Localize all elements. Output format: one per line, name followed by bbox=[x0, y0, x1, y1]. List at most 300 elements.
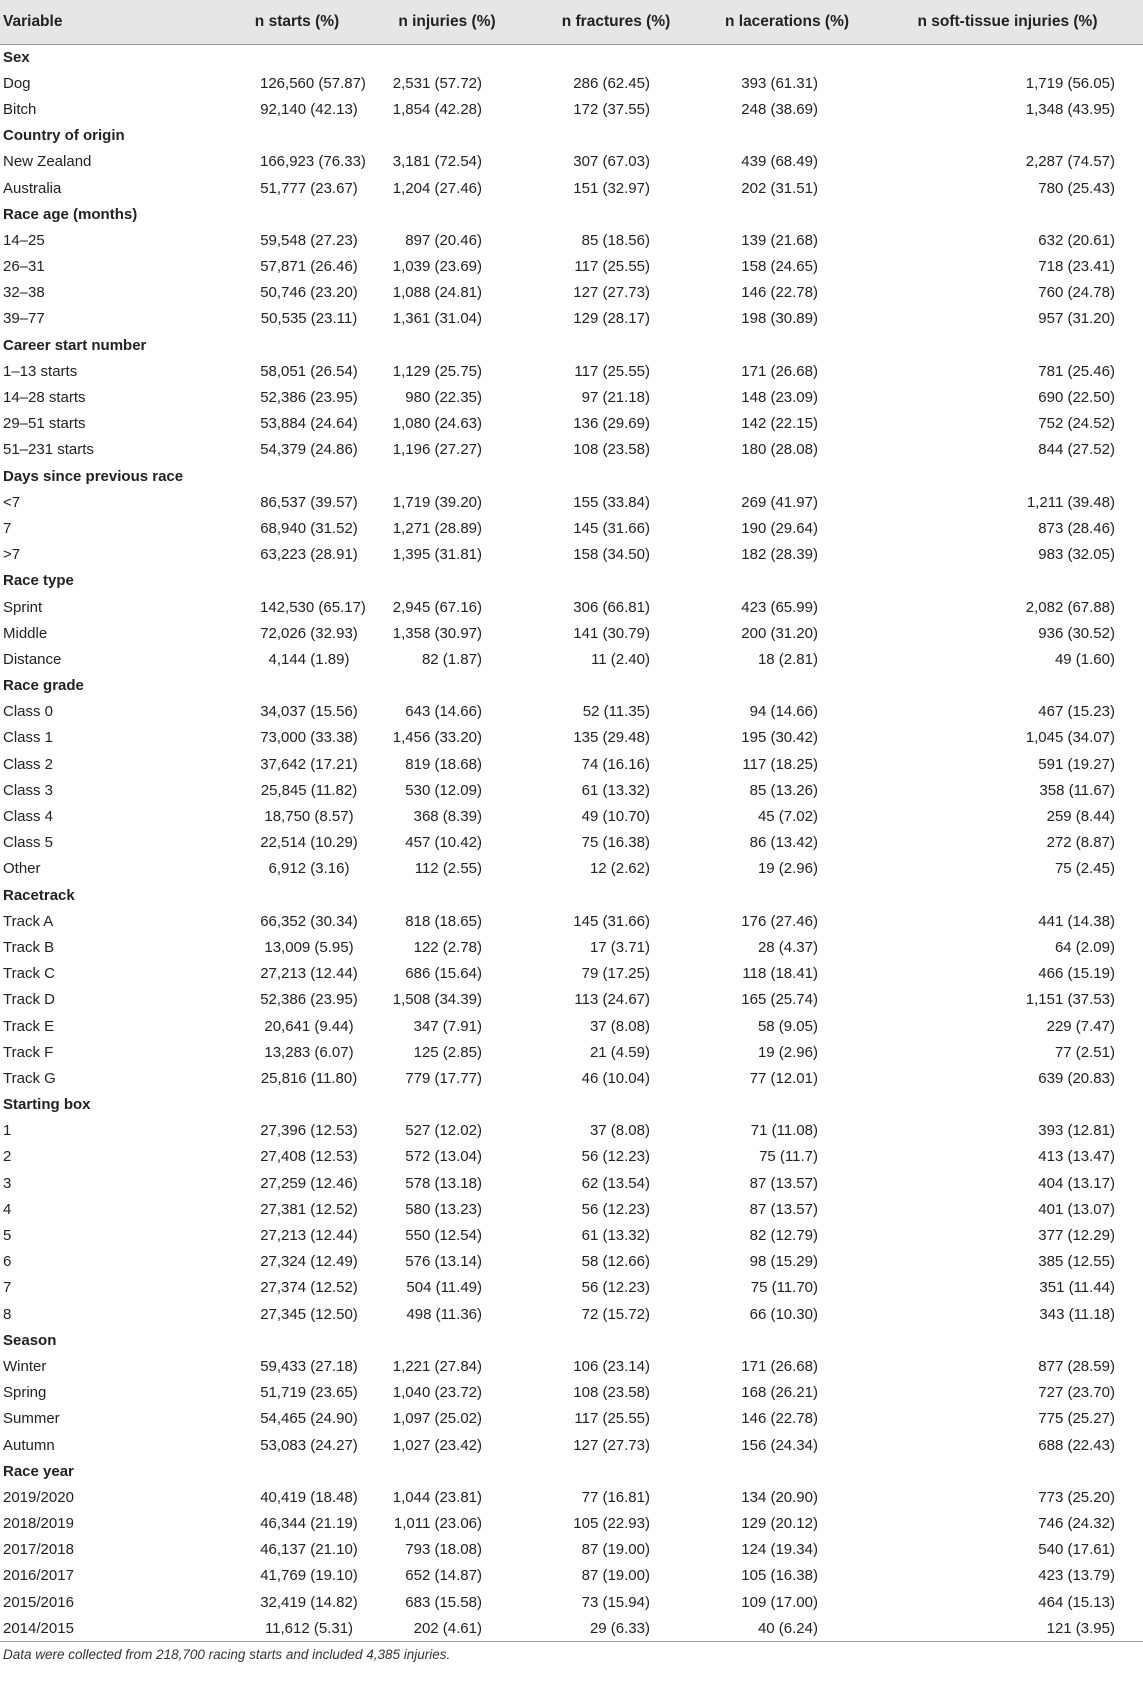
injuries-cell: 1,358 (30.97) bbox=[392, 624, 482, 642]
soft-tissue-cell: 983 (32.05) bbox=[1038, 546, 1115, 564]
lacerations-cell: 134 (20.90) bbox=[741, 1488, 818, 1506]
soft-tissue-cell: 2,082 (67.88) bbox=[1025, 598, 1115, 616]
lacerations-cell: 182 (28.39) bbox=[741, 546, 818, 564]
lacerations-cell: 98 (15.29) bbox=[749, 1253, 818, 1271]
injuries-cell: 572 (13.04) bbox=[405, 1148, 482, 1166]
starts-cell: 13,283 (6.07) bbox=[264, 1043, 354, 1061]
row-label: 14–28 starts bbox=[3, 389, 86, 407]
group-title: Country of origin bbox=[3, 127, 125, 145]
lacerations-cell: 190 (29.64) bbox=[741, 519, 818, 537]
starts-cell: 27,396 (12.53) bbox=[260, 1122, 358, 1140]
header-injuries: n injuries (%) bbox=[364, 0, 530, 44]
table-row bbox=[0, 987, 1143, 1013]
fractures-cell: 37 (8.08) bbox=[589, 1122, 650, 1140]
table-row bbox=[0, 699, 1143, 725]
lacerations-cell: 148 (23.09) bbox=[741, 389, 818, 407]
injuries-cell: 1,040 (23.72) bbox=[392, 1384, 482, 1402]
soft-tissue-cell: 746 (24.32) bbox=[1038, 1515, 1115, 1533]
table-row bbox=[0, 1249, 1143, 1275]
fractures-cell: 75 (16.38) bbox=[581, 834, 650, 852]
row-label: Dog bbox=[3, 74, 31, 92]
fractures-cell: 129 (28.17) bbox=[573, 310, 650, 328]
starts-cell: 57,871 (26.46) bbox=[260, 258, 358, 276]
injuries-cell: 498 (11.36) bbox=[406, 1305, 482, 1323]
starts-cell: 32,419 (14.82) bbox=[260, 1593, 358, 1611]
fractures-cell: 306 (66.81) bbox=[573, 598, 650, 616]
lacerations-cell: 28 (4.37) bbox=[757, 938, 818, 956]
lacerations-cell: 146 (22.78) bbox=[741, 1410, 818, 1428]
table-row bbox=[0, 1065, 1143, 1091]
injuries-cell: 580 (13.23) bbox=[405, 1200, 482, 1218]
fractures-cell: 79 (17.25) bbox=[581, 965, 650, 983]
starts-cell: 53,083 (24.27) bbox=[260, 1436, 358, 1454]
soft-tissue-cell: 780 (25.43) bbox=[1038, 179, 1115, 197]
starts-cell: 59,548 (27.23) bbox=[260, 231, 358, 249]
group-header-row bbox=[0, 1458, 1143, 1484]
soft-tissue-cell: 441 (14.38) bbox=[1038, 912, 1115, 930]
group-header-row bbox=[0, 44, 1143, 70]
lacerations-cell: 82 (12.79) bbox=[749, 1227, 818, 1245]
injuries-cell: 1,508 (34.39) bbox=[392, 991, 482, 1009]
fractures-cell: 17 (3.71) bbox=[589, 938, 650, 956]
row-label: Other bbox=[3, 860, 41, 878]
soft-tissue-cell: 272 (8.87) bbox=[1046, 834, 1115, 852]
table-footnote: Data were collected from 218,700 racing starts and included 4,385 injuries. bbox=[3, 1646, 451, 1662]
lacerations-cell: 198 (30.89) bbox=[741, 310, 818, 328]
fractures-cell: 97 (21.18) bbox=[581, 389, 650, 407]
row-label: 6 bbox=[3, 1253, 12, 1271]
starts-cell: 6,912 (3.16) bbox=[268, 860, 350, 878]
starts-cell: 27,259 (12.46) bbox=[260, 1174, 358, 1192]
table-row bbox=[0, 70, 1143, 96]
starts-cell: 27,213 (12.44) bbox=[260, 1227, 358, 1245]
fractures-cell: 106 (23.14) bbox=[573, 1357, 650, 1375]
row-label: 14–25 bbox=[3, 231, 45, 249]
soft-tissue-cell: 377 (12.29) bbox=[1038, 1227, 1115, 1245]
fractures-cell: 87 (19.00) bbox=[581, 1541, 650, 1559]
soft-tissue-cell: 1,348 (43.95) bbox=[1025, 100, 1115, 118]
injuries-cell: 1,044 (23.81) bbox=[392, 1488, 482, 1506]
group-header-row bbox=[0, 882, 1143, 908]
starts-cell: 46,344 (21.19) bbox=[260, 1515, 358, 1533]
soft-tissue-cell: 49 (1.60) bbox=[1054, 650, 1115, 668]
lacerations-cell: 19 (2.96) bbox=[757, 860, 818, 878]
lacerations-cell: 117 (18.25) bbox=[742, 755, 818, 773]
fractures-cell: 56 (12.23) bbox=[581, 1200, 650, 1218]
injuries-cell: 550 (12.54) bbox=[405, 1227, 482, 1245]
row-label: 39–77 bbox=[3, 310, 45, 328]
fractures-cell: 145 (31.66) bbox=[573, 912, 650, 930]
injuries-cell: 527 (12.02) bbox=[405, 1122, 482, 1140]
injuries-cell: 1,221 (27.84) bbox=[392, 1357, 482, 1375]
row-label: Winter bbox=[3, 1357, 47, 1375]
row-label: Distance bbox=[3, 650, 62, 668]
fractures-cell: 108 (23.58) bbox=[573, 441, 650, 459]
starts-cell: 50,535 (23.11) bbox=[260, 310, 358, 328]
fractures-cell: 72 (15.72) bbox=[581, 1305, 650, 1323]
row-label: Spring bbox=[3, 1384, 47, 1402]
table-row bbox=[0, 725, 1143, 751]
row-label: Class 2 bbox=[3, 755, 54, 773]
row-label: Australia bbox=[3, 179, 62, 197]
row-label: 2018/2019 bbox=[3, 1515, 74, 1533]
injuries-cell: 578 (13.18) bbox=[405, 1174, 482, 1192]
table-body bbox=[0, 44, 1143, 1641]
injuries-cell: 1,395 (31.81) bbox=[392, 546, 482, 564]
fractures-cell: 286 (62.45) bbox=[573, 74, 650, 92]
lacerations-cell: 75 (11.7) bbox=[759, 1148, 818, 1166]
injuries-cell: 819 (18.68) bbox=[405, 755, 482, 773]
starts-cell: 27,213 (12.44) bbox=[260, 965, 358, 983]
fractures-cell: 62 (13.54) bbox=[581, 1174, 650, 1192]
injuries-cell: 2,945 (67.16) bbox=[392, 598, 482, 616]
row-label: <7 bbox=[3, 493, 21, 511]
fractures-cell: 127 (27.73) bbox=[573, 1436, 650, 1454]
fractures-cell: 56 (12.23) bbox=[581, 1279, 650, 1297]
row-label: Summer bbox=[3, 1410, 60, 1428]
soft-tissue-cell: 64 (2.09) bbox=[1054, 938, 1115, 956]
soft-tissue-cell: 1,211 (39.48) bbox=[1026, 493, 1115, 511]
soft-tissue-cell: 727 (23.70) bbox=[1038, 1384, 1115, 1402]
soft-tissue-cell: 121 (3.95) bbox=[872, 1615, 1143, 1641]
row-label: 7 bbox=[3, 1279, 12, 1297]
injuries-cell: 980 (22.35) bbox=[405, 389, 482, 407]
soft-tissue-cell: 877 (28.59) bbox=[1038, 1357, 1115, 1375]
row-label: 4 bbox=[3, 1200, 12, 1218]
lacerations-cell: 202 (31.51) bbox=[741, 179, 818, 197]
row-label: 1 bbox=[3, 1122, 12, 1140]
group-header-row bbox=[0, 1092, 1143, 1118]
fractures-cell: 52 (11.35) bbox=[582, 703, 650, 721]
soft-tissue-cell: 1,151 (37.53) bbox=[1025, 991, 1115, 1009]
fractures-cell: 29 (6.33) bbox=[530, 1615, 702, 1641]
group-title: Career start number bbox=[3, 336, 147, 354]
lacerations-cell: 77 (12.01) bbox=[749, 1069, 818, 1087]
fractures-cell: 11 (2.40) bbox=[591, 650, 650, 668]
starts-cell: 46,137 (21.10) bbox=[260, 1541, 358, 1559]
row-label: 2015/2016 bbox=[3, 1593, 74, 1611]
fractures-cell: 117 (25.55) bbox=[574, 1410, 650, 1428]
soft-tissue-cell: 690 (22.50) bbox=[1038, 389, 1115, 407]
table-row bbox=[0, 1144, 1143, 1170]
injuries-cell: 125 (2.85) bbox=[413, 1043, 482, 1061]
starts-cell: 58,051 (26.54) bbox=[260, 362, 358, 380]
table-row bbox=[0, 411, 1143, 437]
row-label: 2014/2015 bbox=[0, 1615, 230, 1641]
injuries-cell: 2,531 (57.72) bbox=[392, 74, 482, 92]
injuries-cell: 82 (1.87) bbox=[421, 650, 482, 668]
soft-tissue-cell: 77 (2.51) bbox=[1054, 1043, 1115, 1061]
injuries-cell: 1,854 (42.28) bbox=[392, 100, 482, 118]
lacerations-cell: 129 (20.12) bbox=[741, 1515, 818, 1533]
starts-cell: 25,816 (11.80) bbox=[260, 1069, 358, 1087]
row-label: Track D bbox=[3, 991, 55, 1009]
table-row bbox=[0, 227, 1143, 253]
injuries-cell: 683 (15.58) bbox=[405, 1593, 482, 1611]
soft-tissue-cell: 639 (20.83) bbox=[1038, 1069, 1115, 1087]
fractures-cell: 127 (27.73) bbox=[573, 284, 650, 302]
table-row bbox=[0, 620, 1143, 646]
starts-cell: 4,144 (1.89) bbox=[268, 650, 350, 668]
injuries-cell: 1,011 (23.06) bbox=[393, 1515, 482, 1533]
row-label: 2019/2020 bbox=[3, 1488, 74, 1506]
table-row bbox=[0, 1484, 1143, 1510]
fractures-cell: 87 (19.00) bbox=[581, 1567, 650, 1585]
soft-tissue-cell: 688 (22.43) bbox=[1038, 1436, 1115, 1454]
table-row bbox=[0, 358, 1143, 384]
fractures-cell: 158 (34.50) bbox=[573, 546, 650, 564]
table-row bbox=[0, 1432, 1143, 1458]
group-title: Season bbox=[3, 1331, 57, 1349]
lacerations-cell: 171 (26.68) bbox=[741, 1357, 818, 1375]
injuries-cell: 1,456 (33.20) bbox=[392, 729, 482, 747]
starts-cell: 27,374 (12.52) bbox=[260, 1279, 358, 1297]
table-row bbox=[0, 908, 1143, 934]
starts-cell: 166,923 (76.33) bbox=[260, 153, 366, 171]
table-row bbox=[0, 1013, 1143, 1039]
starts-cell: 13,009 (5.95) bbox=[264, 938, 354, 956]
soft-tissue-cell: 343 (11.18) bbox=[1039, 1305, 1115, 1323]
injuries-cell: 1,129 (25.75) bbox=[392, 362, 482, 380]
fractures-cell: 151 (32.97) bbox=[573, 179, 650, 197]
soft-tissue-cell: 936 (30.52) bbox=[1038, 624, 1115, 642]
starts-cell: 27,345 (12.50) bbox=[260, 1305, 358, 1323]
group-header-row bbox=[0, 1327, 1143, 1353]
table-row bbox=[0, 1589, 1143, 1615]
starts-cell: 51,719 (23.65) bbox=[260, 1384, 358, 1402]
row-label: Middle bbox=[3, 624, 48, 642]
starts-cell: 18,750 (8.57) bbox=[264, 808, 354, 826]
lacerations-cell: 176 (27.46) bbox=[741, 912, 818, 930]
starts-cell: 20,641 (9.44) bbox=[264, 1017, 354, 1035]
soft-tissue-cell: 385 (12.55) bbox=[1038, 1253, 1115, 1271]
lacerations-cell: 40 (6.24) bbox=[702, 1615, 872, 1641]
lacerations-cell: 248 (38.69) bbox=[741, 100, 818, 118]
starts-cell: 11,612 (5.31) bbox=[230, 1615, 364, 1641]
soft-tissue-cell: 358 (11.67) bbox=[1039, 781, 1115, 799]
table-row bbox=[0, 934, 1143, 960]
lacerations-cell: 66 (10.30) bbox=[749, 1305, 818, 1323]
header-row bbox=[0, 0, 1143, 44]
injuries-cell: 1,196 (27.27) bbox=[392, 441, 482, 459]
soft-tissue-cell: 540 (17.61) bbox=[1038, 1541, 1115, 1559]
injuries-cell: 1,088 (24.81) bbox=[392, 284, 482, 302]
header-variable: Variable bbox=[0, 0, 230, 44]
group-header-row bbox=[0, 673, 1143, 699]
group-title: Racetrack bbox=[3, 886, 75, 904]
starts-cell: 54,379 (24.86) bbox=[260, 441, 358, 459]
starts-cell: 59,433 (27.18) bbox=[260, 1357, 358, 1375]
table-row bbox=[0, 1615, 1143, 1641]
starts-cell: 40,419 (18.48) bbox=[260, 1488, 358, 1506]
fractures-cell: 37 (8.08) bbox=[589, 1017, 650, 1035]
lacerations-cell: 269 (41.97) bbox=[741, 493, 818, 511]
table-row bbox=[0, 1118, 1143, 1144]
table-row bbox=[0, 542, 1143, 568]
table-row bbox=[0, 1537, 1143, 1563]
row-label: 1–13 starts bbox=[3, 362, 78, 380]
starts-cell: 92,140 (42.13) bbox=[260, 100, 358, 118]
lacerations-cell: 156 (24.34) bbox=[741, 1436, 818, 1454]
fractures-cell: 77 (16.81) bbox=[581, 1488, 650, 1506]
table-row bbox=[0, 594, 1143, 620]
lacerations-cell: 139 (21.68) bbox=[741, 231, 818, 249]
injuries-cell: 3,181 (72.54) bbox=[392, 153, 482, 171]
starts-cell: 27,381 (12.52) bbox=[260, 1200, 358, 1218]
row-label: Class 1 bbox=[3, 729, 54, 747]
injuries-cell: 643 (14.66) bbox=[405, 703, 482, 721]
lacerations-cell: 58 (9.05) bbox=[757, 1017, 818, 1035]
fractures-cell: 58 (12.66) bbox=[581, 1253, 650, 1271]
table-row bbox=[0, 96, 1143, 122]
soft-tissue-cell: 752 (24.52) bbox=[1038, 415, 1115, 433]
row-label: 32–38 bbox=[3, 284, 45, 302]
fractures-cell: 141 (30.79) bbox=[573, 624, 650, 642]
row-label: Autumn bbox=[3, 1436, 55, 1454]
row-label: Class 0 bbox=[3, 703, 54, 721]
fractures-cell: 135 (29.48) bbox=[573, 729, 650, 747]
table-row bbox=[0, 1353, 1143, 1379]
header-starts: n starts (%) bbox=[230, 0, 364, 44]
table-row bbox=[0, 437, 1143, 463]
row-label: 2017/2018 bbox=[3, 1541, 74, 1559]
soft-tissue-cell: 401 (13.07) bbox=[1038, 1200, 1115, 1218]
starts-cell: 27,408 (12.53) bbox=[260, 1148, 358, 1166]
lacerations-cell: 45 (7.02) bbox=[757, 808, 818, 826]
lacerations-cell: 165 (25.74) bbox=[741, 991, 818, 1009]
lacerations-cell: 86 (13.42) bbox=[749, 834, 818, 852]
fractures-cell: 85 (18.56) bbox=[581, 231, 650, 249]
table-row bbox=[0, 175, 1143, 201]
row-label: Track A bbox=[3, 912, 54, 930]
soft-tissue-cell: 75 (2.45) bbox=[1054, 860, 1115, 878]
fractures-cell: 73 (15.94) bbox=[581, 1593, 650, 1611]
lacerations-cell: 109 (17.00) bbox=[741, 1593, 818, 1611]
table-row bbox=[0, 1170, 1143, 1196]
table-row bbox=[0, 830, 1143, 856]
starts-cell: 52,386 (23.95) bbox=[260, 991, 358, 1009]
starts-cell: 53,884 (24.64) bbox=[260, 415, 358, 433]
row-label: 26–31 bbox=[3, 258, 45, 276]
lacerations-cell: 158 (24.65) bbox=[741, 258, 818, 276]
fractures-cell: 117 (25.55) bbox=[574, 258, 650, 276]
table-row bbox=[0, 149, 1143, 175]
soft-tissue-cell: 229 (7.47) bbox=[1046, 1017, 1115, 1035]
fractures-cell: 21 (4.59) bbox=[589, 1043, 650, 1061]
group-header-row bbox=[0, 123, 1143, 149]
lacerations-cell: 105 (16.38) bbox=[741, 1567, 818, 1585]
fractures-cell: 56 (12.23) bbox=[581, 1148, 650, 1166]
table-row bbox=[0, 803, 1143, 829]
row-label: 3 bbox=[3, 1174, 12, 1192]
starts-cell: 54,465 (24.90) bbox=[260, 1410, 358, 1428]
table-row bbox=[0, 1039, 1143, 1065]
fractures-cell: 307 (67.03) bbox=[573, 153, 650, 171]
lacerations-cell: 142 (22.15) bbox=[741, 415, 818, 433]
row-label: 8 bbox=[3, 1305, 12, 1323]
row-label: Track F bbox=[3, 1043, 54, 1061]
soft-tissue-cell: 718 (23.41) bbox=[1038, 258, 1115, 276]
lacerations-cell: 180 (28.08) bbox=[741, 441, 818, 459]
starts-cell: 73,000 (33.38) bbox=[260, 729, 358, 747]
fractures-cell: 46 (10.04) bbox=[581, 1069, 650, 1087]
row-label: Sprint bbox=[3, 598, 43, 616]
table-row bbox=[0, 856, 1143, 882]
starts-cell: 50,746 (23.20) bbox=[260, 284, 358, 302]
fractures-cell: 49 (10.70) bbox=[581, 808, 650, 826]
table-row bbox=[0, 280, 1143, 306]
soft-tissue-cell: 781 (25.46) bbox=[1038, 362, 1115, 380]
injuries-cell: 1,080 (24.63) bbox=[392, 415, 482, 433]
injuries-cell: 576 (13.14) bbox=[405, 1253, 482, 1271]
table-row bbox=[0, 1563, 1143, 1589]
lacerations-cell: 423 (65.99) bbox=[741, 598, 818, 616]
starts-cell: 51,777 (23.67) bbox=[260, 179, 358, 197]
lacerations-cell: 18 (2.81) bbox=[757, 650, 818, 668]
injuries-cell: 1,271 (28.89) bbox=[392, 519, 482, 537]
injuries-cell: 779 (17.77) bbox=[405, 1069, 482, 1087]
row-label: 5 bbox=[3, 1227, 12, 1245]
table-row bbox=[0, 1275, 1143, 1301]
soft-tissue-cell: 1,719 (56.05) bbox=[1025, 74, 1115, 92]
soft-tissue-cell: 259 (8.44) bbox=[1046, 808, 1115, 826]
table-row bbox=[0, 1301, 1143, 1327]
table-row bbox=[0, 515, 1143, 541]
fractures-cell: 136 (29.69) bbox=[573, 415, 650, 433]
table-row bbox=[0, 489, 1143, 515]
row-label: Class 4 bbox=[3, 808, 54, 826]
lacerations-cell: 87 (13.57) bbox=[749, 1174, 818, 1192]
fractures-cell: 74 (16.16) bbox=[581, 755, 650, 773]
soft-tissue-cell: 632 (20.61) bbox=[1038, 231, 1115, 249]
row-label: >7 bbox=[3, 546, 21, 564]
lacerations-cell: 118 (18.41) bbox=[742, 965, 818, 983]
table-header bbox=[0, 0, 1143, 44]
table-row bbox=[0, 1222, 1143, 1248]
injuries-cell: 1,204 (27.46) bbox=[392, 179, 482, 197]
group-title: Race type bbox=[3, 572, 74, 590]
table-row bbox=[0, 1380, 1143, 1406]
starts-cell: 52,386 (23.95) bbox=[260, 389, 358, 407]
starts-cell: 68,940 (31.52) bbox=[260, 519, 358, 537]
table-row bbox=[0, 1511, 1143, 1537]
lacerations-cell: 171 (26.68) bbox=[741, 362, 818, 380]
injuries-cell: 202 (4.61) bbox=[364, 1615, 530, 1641]
group-header-row bbox=[0, 568, 1143, 594]
soft-tissue-cell: 393 (12.81) bbox=[1038, 1122, 1115, 1140]
table-row bbox=[0, 254, 1143, 280]
table-row bbox=[0, 751, 1143, 777]
injuries-cell: 122 (2.78) bbox=[413, 938, 482, 956]
table-row bbox=[0, 1196, 1143, 1222]
fractures-cell: 105 (22.93) bbox=[573, 1515, 650, 1533]
injuries-cell: 457 (10.42) bbox=[405, 834, 482, 852]
soft-tissue-cell: 466 (15.19) bbox=[1038, 965, 1115, 983]
lacerations-cell: 393 (61.31) bbox=[741, 74, 818, 92]
starts-cell: 27,324 (12.49) bbox=[260, 1253, 358, 1271]
soft-tissue-cell: 464 (15.13) bbox=[1038, 1593, 1115, 1611]
starts-cell: 66,352 (30.34) bbox=[260, 912, 358, 930]
injuries-cell: 1,039 (23.69) bbox=[392, 258, 482, 276]
lacerations-cell: 124 (19.34) bbox=[741, 1541, 818, 1559]
group-title: Race grade bbox=[3, 677, 84, 695]
group-title: Days since previous race bbox=[3, 467, 184, 485]
injuries-cell: 1,027 (23.42) bbox=[392, 1436, 482, 1454]
row-label: 2 bbox=[3, 1148, 12, 1166]
table-row bbox=[0, 961, 1143, 987]
starts-cell: 41,769 (19.10) bbox=[260, 1567, 358, 1585]
row-label: Track G bbox=[3, 1069, 56, 1087]
